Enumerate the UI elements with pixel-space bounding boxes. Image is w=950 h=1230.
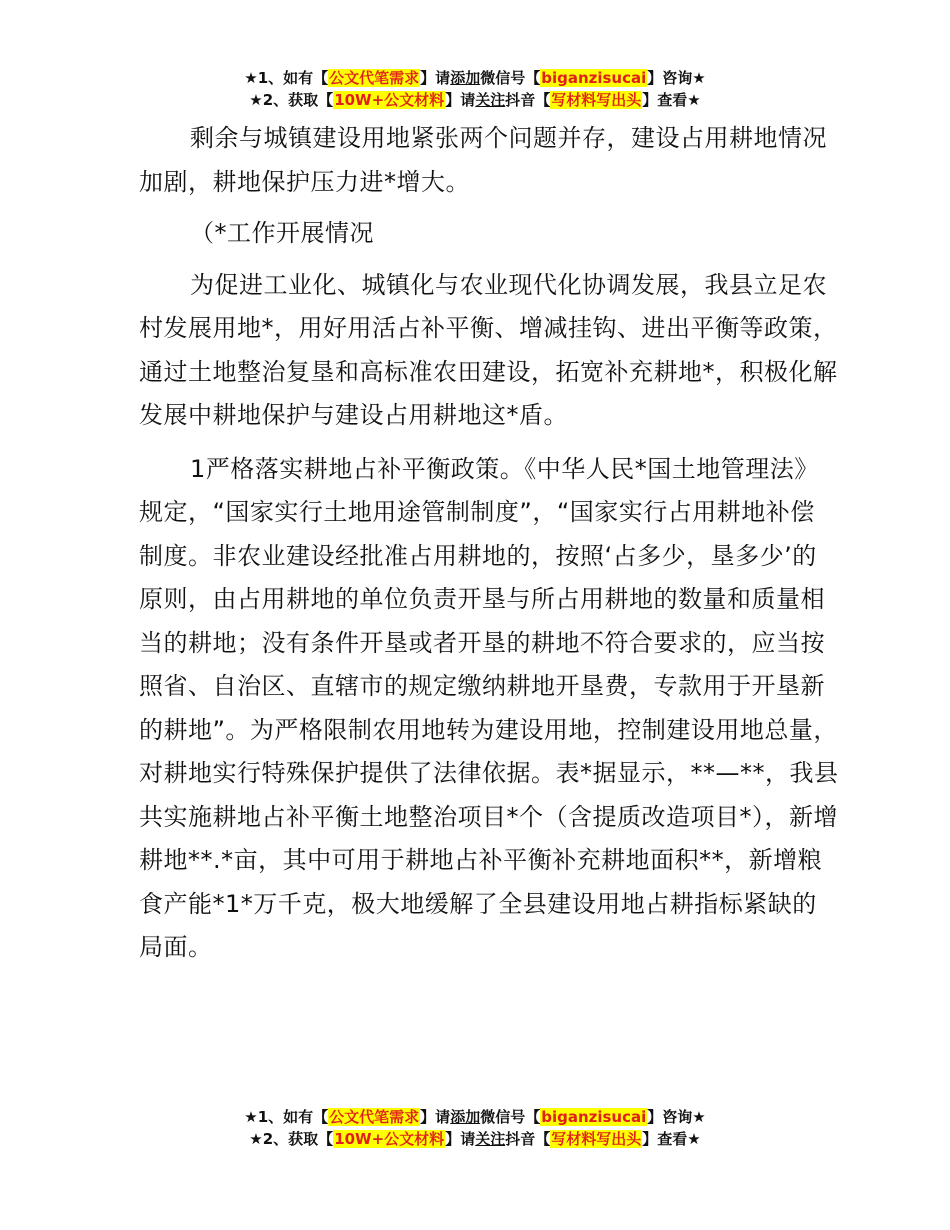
highlight-wechat-id: biganzisucai [541, 1108, 647, 1126]
banner-text: 抖音【 [505, 1130, 551, 1148]
banner-emphasis: 关注 [475, 1130, 506, 1148]
banner-line-2 [0, 89, 950, 111]
highlight-douyin-account: 写材料写出头 [551, 1130, 642, 1148]
highlight-service: 公文代笔需求 [329, 1108, 420, 1126]
banner-emphasis: 添加 [450, 1108, 481, 1126]
banner-text: ★1、如有【 [244, 1108, 329, 1126]
banner-text: 】咨询★ [647, 69, 706, 87]
paragraph: 为促进工业化、城镇化与农业现代化协调发展，我县立足农村发展用地*，用好用活占补平衡、增减挂钩、进出平衡等政策，通过土地整治复垦和高标准农田建设，拓宽补充耕地*，积极化解发展中耕地保护与建设占用耕地这*盾。 [139, 270, 838, 429]
document-body [139, 117, 839, 970]
banner-line-1 [0, 67, 950, 89]
footer-banner [0, 1106, 950, 1150]
banner-text: ★2、获取【 [249, 91, 334, 109]
highlight-materials: 10W+公文材料 [334, 91, 445, 109]
banner-text: ★1、如有【 [244, 69, 329, 87]
banner-line-2 [0, 1128, 950, 1150]
highlight-wechat-id: biganzisucai [541, 69, 647, 87]
section-heading: （*工作开展情况 [190, 219, 374, 247]
header-banner [0, 67, 950, 111]
highlight-service: 公文代笔需求 [329, 69, 420, 87]
banner-line-1 [0, 1106, 950, 1128]
banner-text: 】请 [445, 91, 476, 109]
paragraph: 剩余与城镇建设用地紧张两个问题并存，建设占用耕地情况加剧，耕地保护压力进*增大。 [139, 124, 827, 196]
highlight-materials: 10W+公文材料 [334, 1130, 445, 1148]
banner-text: 】请 [420, 1108, 451, 1126]
banner-text: ★2、获取【 [249, 1130, 334, 1148]
paragraph: 1严格落实耕地占补平衡政策。《中华人民*国土地管理法》规定，“国家实行土地用途管制制度”，“国家实行占用耕地补偿制度。非农业建设经批准占用耕地的，按照‘占多少，垦多少’的原则，由占用耕地的单位负责开垦与所占用耕地的数量和质量相当的耕地；没有条件开垦或者开垦的耕地不符合要求的，应当按照省、自治区、直辖市的规定缴纳耕地开垦费，专款用于开垦新的耕地”。为严格限制农用地转为建设用地，控制建设用地总量，对耕地实行特殊保护提供了法律依据。表*据显示，**—**，我县共实施耕地占补平衡土地整治项目*个（含提质改造项目*），新增耕地**.*亩，其中可用于耕地占补平衡补充耕地面积**，新增粮食产能*1*万千克，极大地缓解了全县建设用地占耕指标紧缺的局面。 [139, 454, 839, 961]
banner-text: 】请 [445, 1130, 476, 1148]
highlight-douyin-account: 写材料写出头 [551, 91, 642, 109]
banner-text: 微信号【 [480, 69, 541, 87]
banner-emphasis: 关注 [475, 91, 506, 109]
banner-emphasis: 添加 [450, 69, 481, 87]
banner-text: 】查看★ [642, 91, 701, 109]
banner-text: 】请 [420, 69, 451, 87]
banner-text: 】咨询★ [647, 1108, 706, 1126]
banner-text: 】查看★ [642, 1130, 701, 1148]
banner-text: 抖音【 [505, 91, 551, 109]
banner-text: 微信号【 [480, 1108, 541, 1126]
